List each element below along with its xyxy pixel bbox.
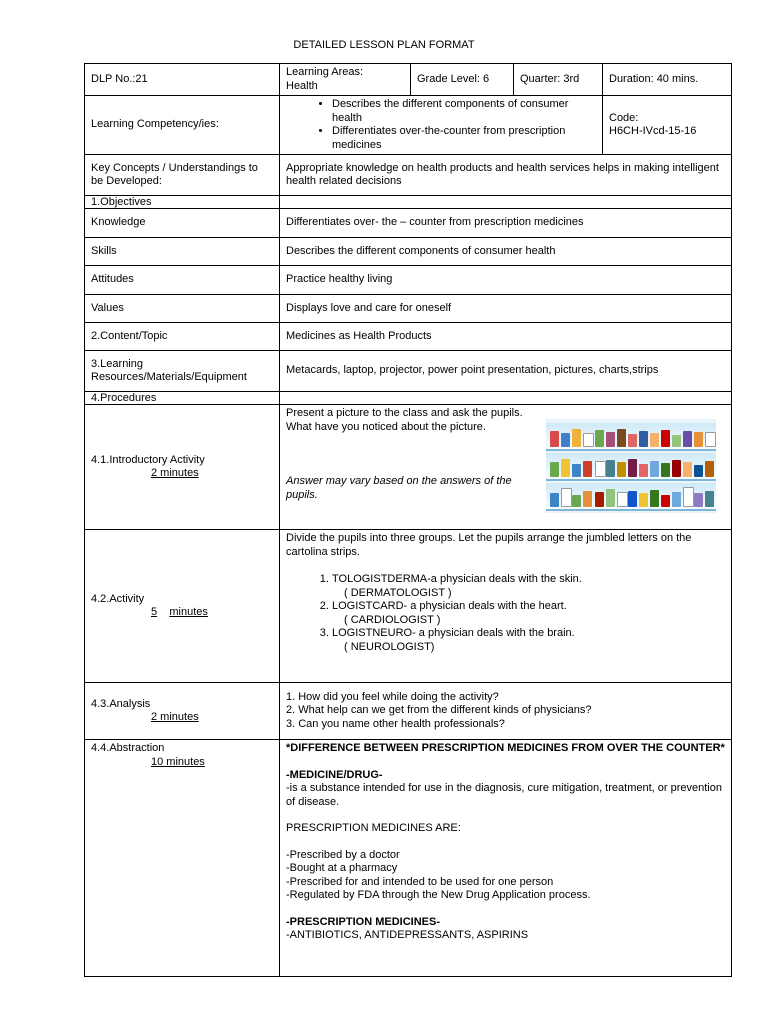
objective-value: Practice healthy living <box>280 266 732 295</box>
resources-value: Metacards, laptop, projector, power point presentation, pictures, charts,strips <box>280 351 732 392</box>
objective-row <box>85 238 732 266</box>
jumbled-word-item: 3. LOGISTNEURO- a physician deals with the brain. ( NEUROLOGIST) <box>332 627 725 654</box>
key-concepts-label: Key Concepts / Understandings to be Developed: <box>85 155 280 196</box>
duration: Duration: 40 mins. <box>603 64 732 96</box>
objective-value: Describes the different components of consumer health <box>280 238 732 266</box>
objective-value: Displays love and care for oneself <box>280 295 732 323</box>
competency-code: Code: H6CH-IVcd-15-16 <box>603 96 732 155</box>
content-value: Medicines as Health Products <box>280 323 732 351</box>
rx-examples: -ANTIBIOTICS, ANTIDEPRESSANTS, ASPIRINS <box>286 929 529 941</box>
activity-content: Divide the pupils into three groups. Let the pupils arrange the jumbled letters on the cartolina strips. 1. TOLOGISTDERMA-a physician deals with the skin. ( DERMATOLOGIST ) 2. LOGISTCARD- a physician deals with the heart. ( CARDIOLOGIST ) 3. LOGISTNEURO- a physician deals with the brain. ( NEUROLOGIST) <box>280 530 732 683</box>
intro-duration: 2 minutes <box>151 467 199 479</box>
intro-label: 4.1.Introductory Activity 2 minutes <box>85 405 280 530</box>
rx-list-item: -Bought at a pharmacy <box>286 862 398 874</box>
content-label: 2.Content/Topic <box>85 323 280 351</box>
competency-row <box>85 96 732 155</box>
objective-label: Values <box>85 295 280 323</box>
rx-list-item: -Prescribed for and intended to be used for one person <box>286 875 554 888</box>
medicine-shelf-picture <box>546 419 716 513</box>
rx-are: PRESCRIPTION MEDICINES ARE: <box>286 822 461 834</box>
abstraction-duration: 10 minutes <box>151 755 205 768</box>
abstraction-label: 4.4.Abstraction 10 minutes <box>85 740 280 977</box>
content-row <box>85 323 732 351</box>
intro-content: Present a picture to the class and ask the pupils. What have you noticed about the picture. Answer may vary based on the answers of the pupils. <box>280 405 732 530</box>
rx-list-item: -Regulated by FDA through the New Drug Application process. <box>286 889 591 901</box>
resources-label: 3.Learning Resources/Materials/Equipment <box>85 351 280 392</box>
objective-row <box>85 266 732 295</box>
jumbled-word-item: 1. TOLOGISTDERMA-a physician deals with the skin. ( DERMATOLOGIST ) <box>332 573 725 600</box>
objectives-header-row <box>85 196 732 209</box>
competency-item: • Describes the different components of consumer health <box>332 98 596 125</box>
analysis-questions <box>280 683 732 740</box>
objective-label: Skills <box>85 238 280 266</box>
procedures-header-row <box>85 392 732 405</box>
abstraction-heading: *DIFFERENCE BETWEEN PRESCRIPTION MEDICINES FROM OVER THE COUNTER* <box>286 742 725 754</box>
abstraction-content <box>280 740 732 977</box>
activity-duration: 5 minutes <box>151 606 208 618</box>
key-concepts-row <box>85 155 732 196</box>
analysis-row <box>85 683 732 740</box>
quarter: Quarter: 3rd <box>514 64 603 96</box>
activity-label: 4.2.Activity 5 minutes <box>85 530 280 683</box>
medicine-definition: -is a substance intended for use in the diagnosis, cure mitigation, treatment, or prevention of disease. <box>286 782 722 808</box>
intro-answer: Answer may vary based on the answers of the pupils. <box>286 475 512 501</box>
objective-value: Differentiates over- the – counter from prescription medicines <box>280 209 732 238</box>
abstraction-row <box>85 740 732 977</box>
objective-row <box>85 295 732 323</box>
analysis-label: 4.3.Analysis 2 minutes <box>85 683 280 740</box>
objective-label: Attitudes <box>85 266 280 295</box>
competency-list <box>280 96 603 155</box>
learning-areas: Learning Areas: Health <box>280 64 411 96</box>
intro-activity-row <box>85 405 732 530</box>
analysis-duration: 2 minutes <box>151 711 199 723</box>
rx-heading: -PRESCRIPTION MEDICINES- <box>286 915 441 928</box>
rx-list-item: -Prescribed by a doctor <box>286 848 400 861</box>
header-row <box>85 64 732 96</box>
objectives-header: 1.Objectives <box>85 196 280 209</box>
analysis-question: 1. How did you feel while doing the activity? <box>286 690 499 703</box>
activity-row <box>85 530 732 683</box>
lesson-plan-table <box>84 63 732 977</box>
analysis-question: 2. What help can we get from the different kinds of physicians? <box>286 704 592 717</box>
objective-label: Knowledge <box>85 209 280 238</box>
key-concepts-value: Appropriate knowledge on health products and health services helps in making intelligent health related decisions <box>280 155 732 196</box>
procedures-header: 4.Procedures <box>85 392 280 405</box>
medicine-heading: -MEDICINE/DRUG- <box>286 768 383 781</box>
document-title: DETAILED LESSON PLAN FORMAT <box>293 39 475 51</box>
resources-row <box>85 351 732 392</box>
grade-level: Grade Level: 6 <box>411 64 514 96</box>
competency-label: Learning Competency/ies: <box>85 96 280 155</box>
jumbled-word-item: 2. LOGISTCARD- a physician deals with the heart. ( CARDIOLOGIST ) <box>332 600 725 627</box>
competency-item: • Differentiates over-the-counter from prescription medicines <box>332 125 596 152</box>
dlp-number: DLP No.:21 <box>85 64 280 96</box>
analysis-question: 3. Can you name other health professionals? <box>286 717 505 730</box>
objective-row <box>85 209 732 238</box>
